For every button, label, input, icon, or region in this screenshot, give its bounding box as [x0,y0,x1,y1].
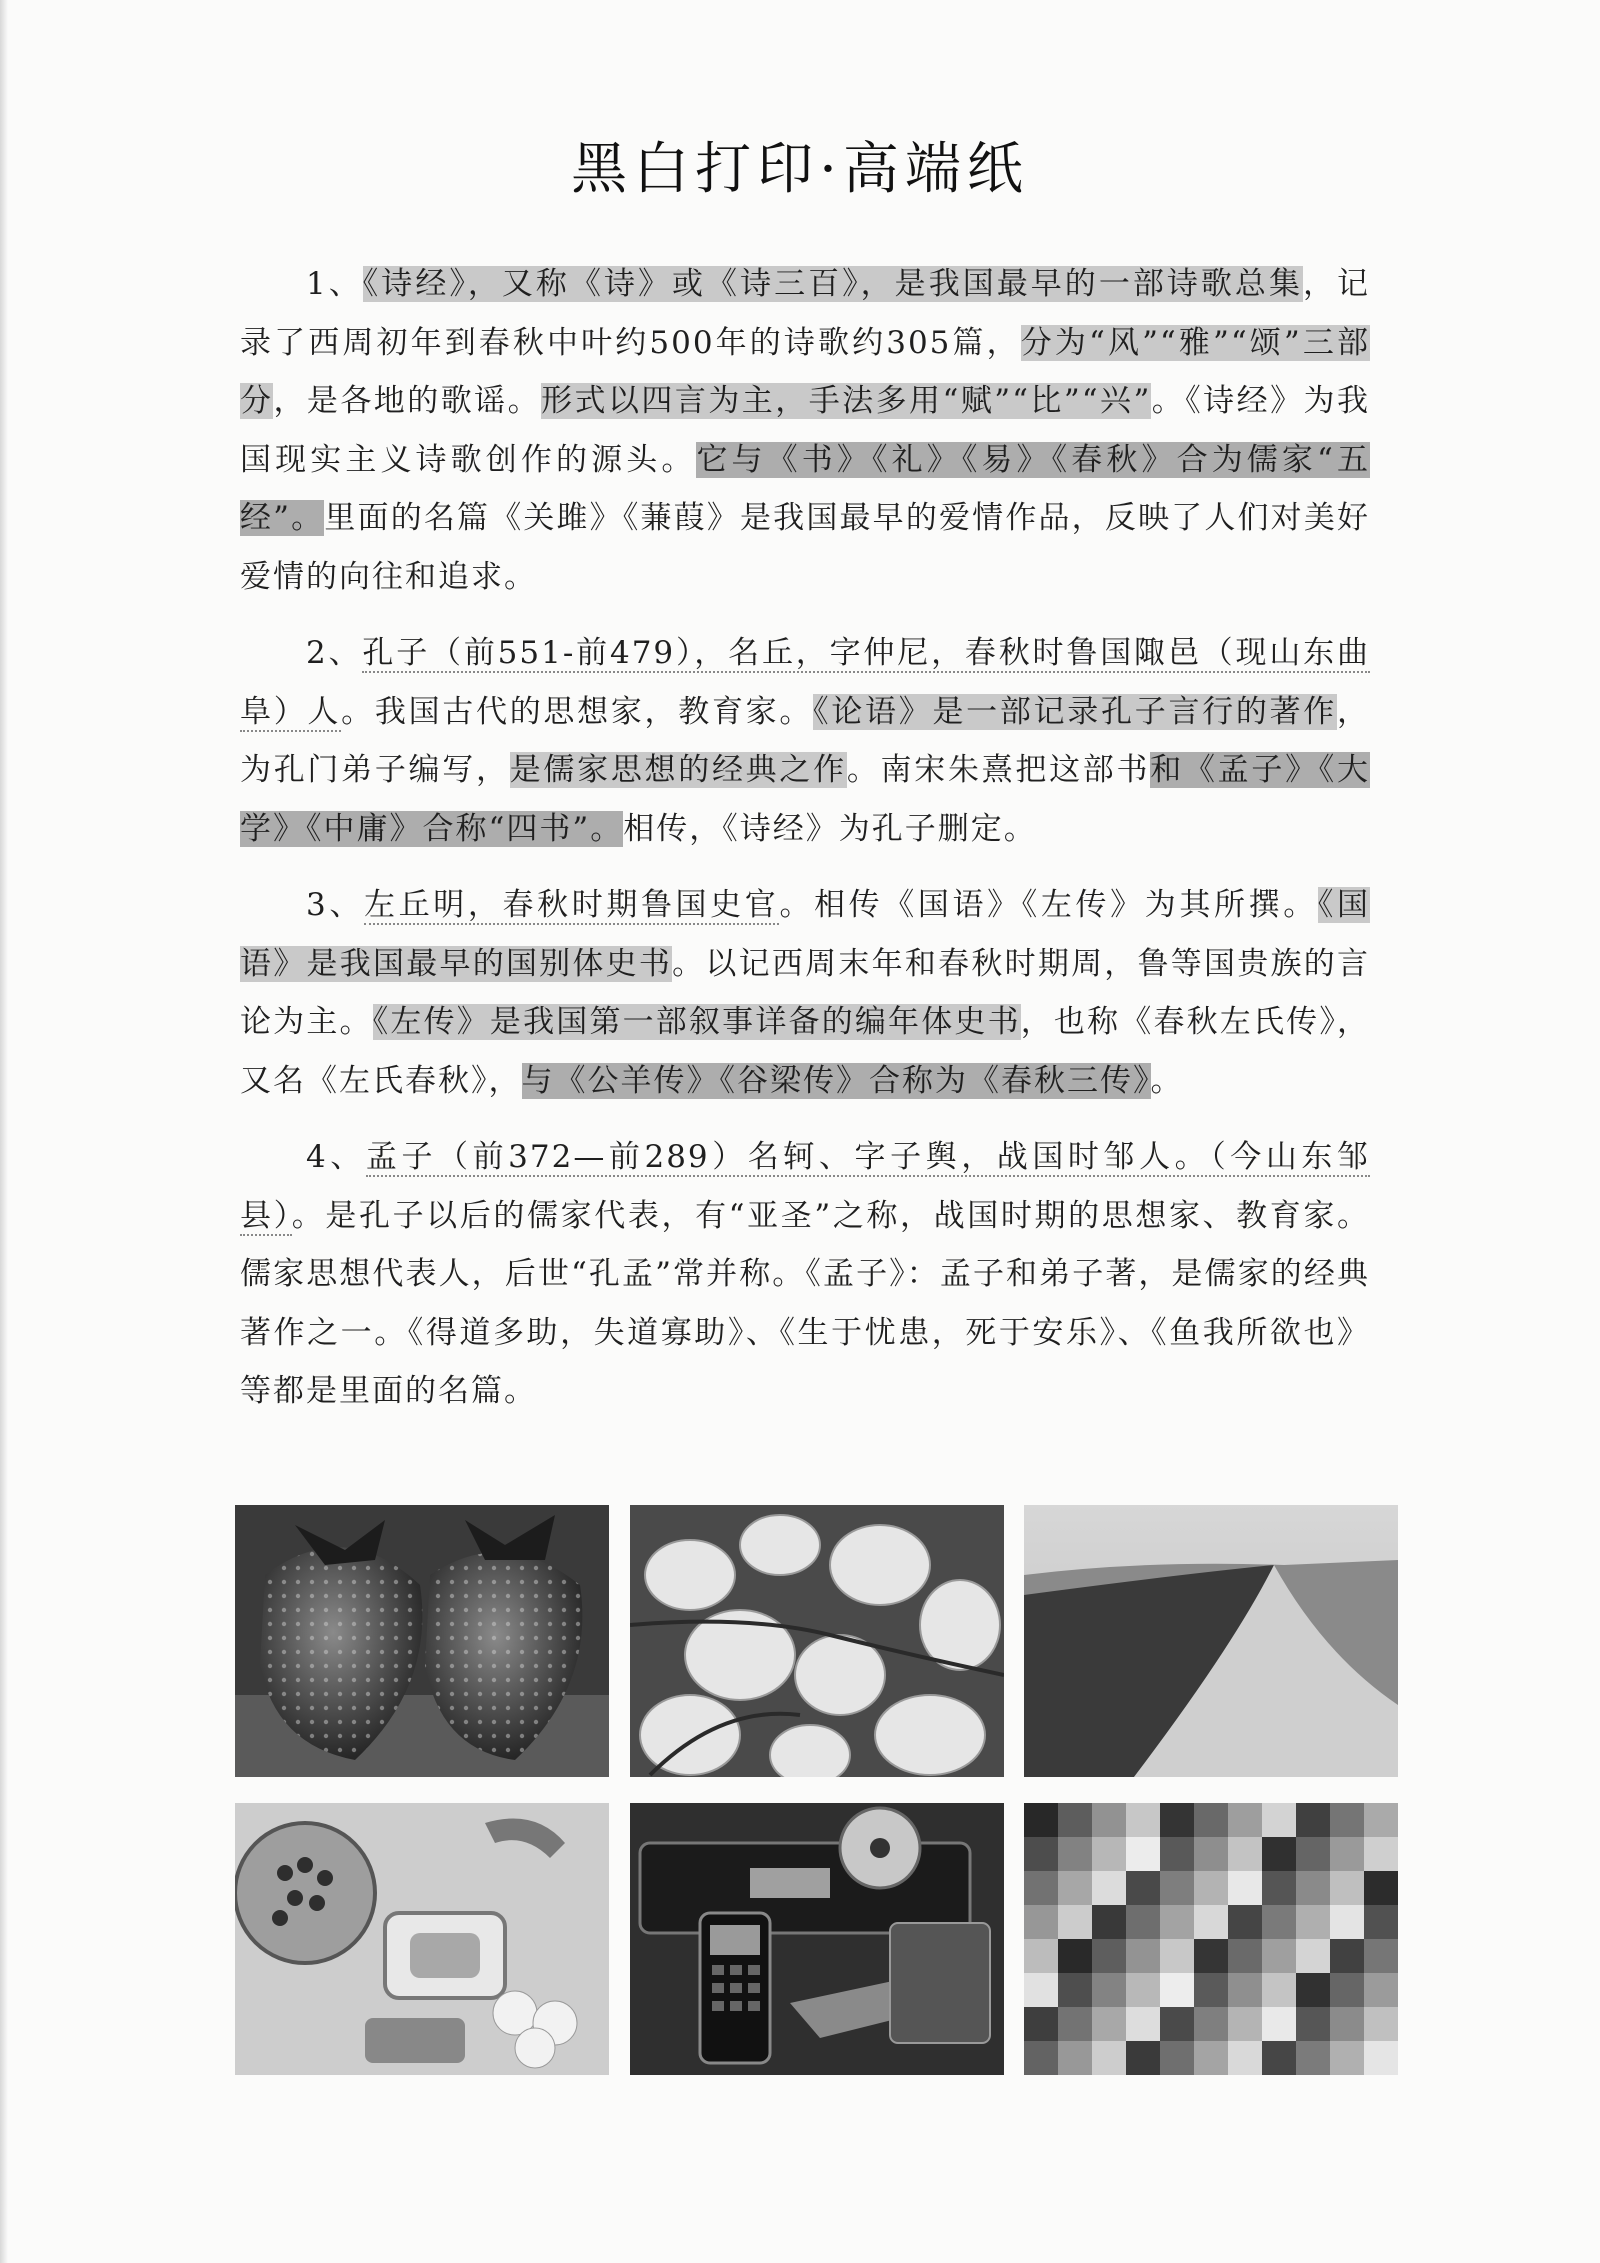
gray-swatch [1024,2007,1059,2042]
gray-swatch [1092,1871,1127,1906]
gray-swatch [1092,1803,1127,1838]
highlighted-text-hl2: 它与《书》《礼》《易》《春秋》合为儒家“五经”。 [240,441,1370,536]
gray-swatch [1160,1837,1195,1872]
flowers-illustration [630,1505,1004,1777]
text-run: 1、 [306,266,363,302]
gray-swatch [1194,1905,1229,1940]
gray-swatch [1364,1973,1398,2008]
gray-swatch [1262,2041,1297,2075]
highlighted-text-ul: 孟子（前372—前289）名轲、字子舆，战国时邹人。（今山东邹县） [240,1139,1370,1234]
gray-swatch [1092,1973,1127,2008]
text-run: 。以记西周末年和春秋时期周，鲁等国贵族的言论为主。 [240,945,1371,1040]
gray-swatch [1330,1837,1365,1872]
gray-swatch [1262,1871,1297,1906]
gray-swatch [1024,1803,1059,1838]
electronics-illustration [630,1803,1004,2075]
paragraph-zuoqiuming [240,876,1370,1110]
gray-swatch [1058,1905,1093,1940]
gray-swatch [1058,1973,1093,2008]
gray-swatch [1262,1973,1297,2008]
highlighted-text-ul: 左丘明，春秋时期鲁国史官 [363,887,780,923]
paragraph-confucius [240,624,1370,858]
cosmetics-illustration [235,1803,609,2075]
text-run: ，是各地的歌谣。 [273,383,542,419]
text-run: 3、 [306,887,364,923]
gray-swatch [1092,2041,1127,2075]
gray-swatch [1126,1905,1161,1940]
gray-swatch [1296,2041,1331,2075]
highlighted-text-hl: 分为“风”“雅”“颂”三部分 [240,324,1371,419]
highlighted-text-hl2: 与《公羊传》《谷梁传》合称为《春秋三传》 [521,1062,1151,1099]
gray-swatch [1160,1905,1195,1940]
gray-swatch [1364,1837,1398,1872]
text-run: 。相传《国语》《左传》为其所撰。 [779,887,1318,923]
gray-swatch [1228,1871,1263,1906]
gray-swatch [1364,1803,1398,1838]
page-title: 黑白打印·高端纸 [571,137,1029,202]
gray-swatch [1262,1837,1297,1872]
cosmetics-still-life-photo [235,1803,609,2075]
gray-swatch [1228,1803,1263,1838]
gray-swatch [1228,1973,1263,2008]
gray-swatch [1262,1905,1297,1940]
gray-swatch [1160,1803,1195,1838]
gray-swatch [1194,2041,1229,2075]
gray-swatch [1160,1973,1195,2008]
gray-swatch [1058,1939,1093,1974]
gray-swatch [1330,2041,1365,2075]
gray-swatch [1024,2041,1059,2075]
text-run: 。《诗经》为我国现实主义诗歌创作的源头。 [240,383,1370,478]
gray-swatch [1296,2007,1331,2042]
gray-swatch [1092,2007,1127,2042]
text-run: 4、 [306,1139,366,1175]
gray-swatch [1364,1871,1398,1906]
paragraph-shijing [240,255,1370,606]
gray-swatch [1364,1905,1398,1940]
gray-swatch [1092,1939,1127,1974]
gray-swatch [1330,1871,1365,1906]
gray-swatch [1058,1837,1093,1872]
gray-swatch [1262,2007,1297,2042]
text-run: ，为孔门弟子编写， [240,693,1371,788]
gray-swatch [1296,1837,1331,1872]
paragraph-mencius [240,1128,1370,1421]
gray-swatch [1194,2007,1229,2042]
gray-swatch [1092,1837,1127,1872]
text-run: ，也称《春秋左氏传》，又名《左氏春秋》， [240,1004,1371,1099]
gray-swatch [1228,1837,1263,1872]
gray-swatch [1160,2007,1195,2042]
gray-swatch [1194,1871,1229,1906]
text-run: 。我国古代的思想家，教育家。 [341,693,814,730]
gray-swatch [1126,1837,1161,1872]
gray-swatch [1024,1871,1059,1906]
gray-swatch [1126,2007,1161,2042]
gray-swatch [1058,2007,1093,2042]
strawberries-illustration [235,1505,609,1777]
sand-dune-photo [1024,1505,1398,1777]
gray-swatch [1194,1973,1229,2008]
gray-swatch [1126,1803,1161,1838]
article-body [240,255,1370,1439]
gray-swatch [1228,2007,1263,2042]
gray-swatch [1296,1871,1331,1906]
gray-swatch [1194,1837,1229,1872]
scan-shadow-edge [0,0,8,2263]
gray-swatch [1126,1973,1161,2008]
gray-swatch [1228,1939,1263,1974]
gray-swatch [1296,1939,1331,1974]
grayscale-test-pattern [1024,1803,1398,2075]
gray-swatch [1126,1939,1161,1974]
gray-swatch [1194,1803,1229,1838]
gray-swatch [1364,1939,1398,1974]
gray-swatch [1262,1939,1297,1974]
gray-swatch [1092,1905,1127,1940]
gray-swatch [1160,1871,1195,1906]
gray-swatch [1024,1939,1059,1974]
gray-swatch [1330,2007,1365,2042]
gray-swatch [1364,2041,1398,2075]
gray-swatch [1330,1803,1365,1838]
gray-swatch [1364,2007,1398,2042]
gray-swatch [1160,1939,1195,1974]
text-run: 。南宋朱熹把这部书 [846,752,1151,788]
highlighted-text-hl: 是儒家思想的经典之作 [509,752,847,788]
flowers-photo [630,1505,1004,1777]
gray-swatch [1330,1905,1365,1940]
text-run: 2、 [306,635,363,671]
gray-swatch [1296,1905,1331,1940]
gray-swatch [1058,1871,1093,1906]
highlighted-text-hl: 《国语》是我国最早的国别体史书 [240,887,1371,982]
gray-swatch [1330,1939,1365,1974]
gray-swatch [1058,1803,1093,1838]
grayscale-grid [1024,1803,1398,2075]
text-run: ，记录了西周初年到春秋中叶约500年的诗歌约305篇， [240,266,1371,361]
gray-swatch [1228,1905,1263,1940]
highlighted-text-hl: 形式以四言为主，手法多用“赋”“比”“兴” [541,383,1152,419]
gray-swatch [1058,2041,1093,2075]
gray-swatch [1228,2041,1263,2075]
highlighted-text-hl: 《诗经》，又称《诗》或《诗三百》，是我国最早的一部诗歌总集 [362,266,1303,302]
text-run: 相传，《诗经》为孔子删定。 [623,810,1037,847]
gray-swatch [1024,1973,1059,2008]
highlighted-text-ul: 孔子（前551-前479），名丘，字仲尼，春秋时鲁国陬邑（现山东曲阜）人 [240,635,1370,730]
gray-swatch [1126,1871,1161,1906]
sand-dune-illustration [1024,1505,1398,1777]
gray-swatch [1262,1803,1297,1838]
highlighted-text-hl: 《论语》是一部记录孔子言行的著作 [813,693,1338,730]
text-run: 里面的名篇《关雎》《蒹葭》是我国最早的爱情作品，反映了人们对美好爱情的向往和追求。 [240,500,1370,595]
gray-swatch [1126,2041,1161,2075]
strawberries-photo [235,1505,609,1777]
gray-swatch [1024,1905,1059,1940]
gray-swatch [1330,1973,1365,2008]
gray-swatch [1194,1939,1229,1974]
gray-swatch [1296,1973,1331,2008]
electronics-photo [630,1803,1004,2075]
gray-swatch [1296,1803,1331,1838]
gray-swatch [1024,1837,1059,1872]
highlighted-text-hl: 《左传》是我国第一部叙事详备的编年体史书 [372,1004,1021,1040]
highlighted-text-hl2: 和《孟子》《大学》《中庸》合称“四书”。 [240,752,1371,847]
text-run: 。 [1150,1062,1184,1099]
text-run: 。是孔子以后的儒家代表，有“亚圣”之称，战国时期的思想家、教育家。儒家思想代表人，后世“孔孟”常并称。《孟子》：孟子和弟子著，是儒家的经典著作之一。《得道多助，失道寡助》、《生于忧患，死于安乐》、《鱼我所欲也》等都是里面的名篇。 [240,1197,1371,1409]
gray-swatch [1160,2041,1195,2075]
